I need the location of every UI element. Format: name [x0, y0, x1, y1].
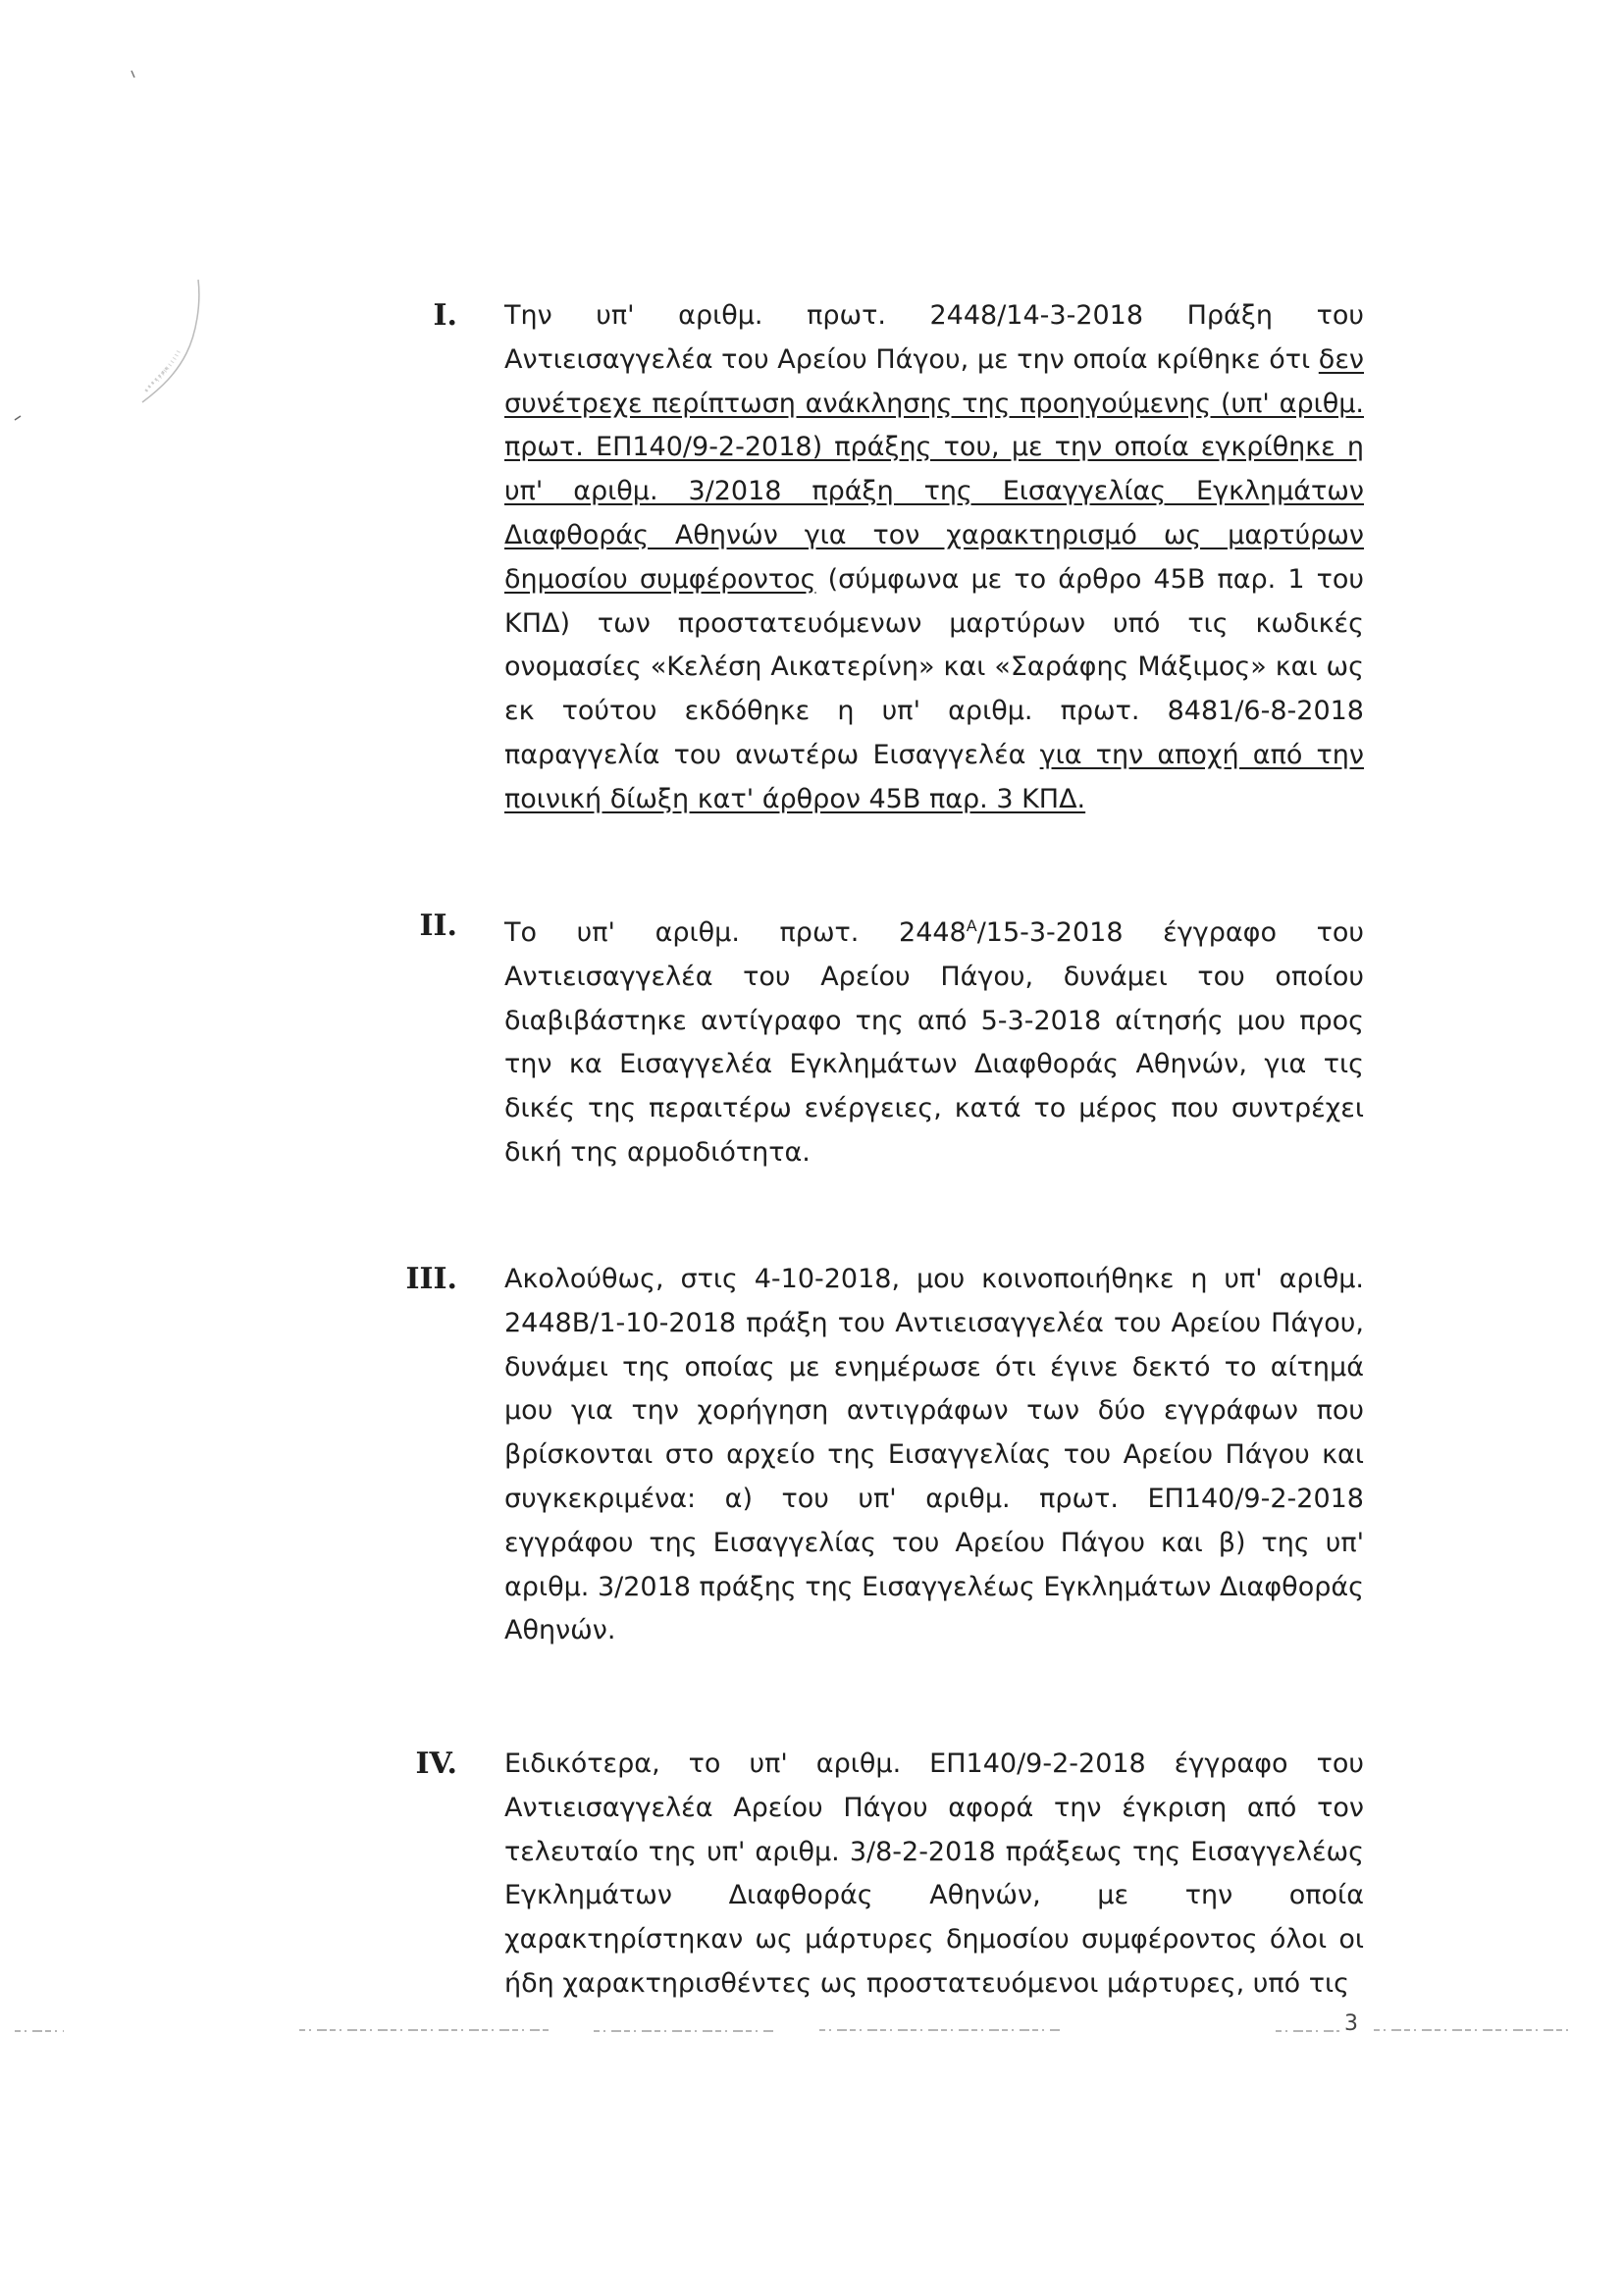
text-segment: (σύμφωνα με το άρθρο 45Β παρ. 1 του ΚΠΔ) των προστατευόμενων μαρτύρων υπό τις κωδικές ονομασίες «Κελέση Αικατερίνη» και «Σαράφης Μάξιμος» και ως εκ τούτου εκδόθηκε η υπ' αριθμ. πρωτ. 8481/6-8-2018 παραγγελία του ανωτέρω Εισαγγελέα — [504, 563, 1365, 770]
list-item-2 — [420, 905, 1364, 1175]
list-item-1 — [420, 294, 1364, 822]
item-numeral: II. — [419, 909, 457, 943]
item-text — [504, 1743, 1364, 2007]
list-item-3 — [405, 1258, 1364, 1653]
scan-speck-left — [12, 412, 27, 428]
item-text — [504, 1258, 1364, 1653]
superscript: Α — [966, 916, 977, 935]
item-numeral: IV. — [415, 1747, 457, 1781]
footer-scan-noise — [0, 2024, 1623, 2038]
page-number: 3 — [1344, 2011, 1358, 2036]
underlined-segment: για την αποχή από την ποινική δίωξη κατ' άρθρον 45Β παρ. 3 ΚΠΔ. — [504, 739, 1365, 814]
item-numeral: III. — [405, 1262, 457, 1296]
underlined-segment: δεν συνέτρεχε περίπτωση ανάκλησης της προηγούμενης (υπ' αριθμ. πρωτ. ΕΠ140/9-2-2018) πράξης του, με την οποία εγκρίθηκε η υπ' αριθμ. 3/2018 πράξη της Εισαγγελίας Εγκλημάτων Διαφθοράς Αθηνών για τον χαρακτηρισμό ως μαρτύρων δημοσίου συμφέροντος — [504, 343, 1364, 595]
item-numeral: I. — [433, 298, 457, 333]
text-segment: /15-3-2018 έγγραφο του Αντιεισαγγελέα του Αρείου Πάγου, δυνάμει του οποίου διαβιβάστηκε αντίγραφο της από 5-3-2018 αίτησής μου προς την κα Εισαγγελέα Εγκλημάτων Διαφθοράς Αθηνών, για τις δικές της περαιτέρω ενέργειες, κατά το μέρος που συντρέχει δική της αρμοδιότητα. — [504, 917, 1364, 1168]
item-text — [504, 905, 1364, 1175]
scan-smudge-left — [108, 275, 216, 412]
text-segment: Την υπ' αριθμ. πρωτ. 2448/14-3-2018 Πράξη του Αντιεισαγγελέα του Αρείου Πάγου, με την οποία κρίθηκε ότι — [504, 300, 1364, 375]
text-segment: Το υπ' αριθμ. πρωτ. 2448 — [504, 917, 967, 948]
scan-speck-top — [128, 69, 147, 88]
text-segment: Ακολούθως, στις 4-10-2018, μου κοινοποιήθηκε η υπ' αριθμ. 2448Β/1-10-2018 πράξη του Αντιεισαγγελέα του Αρείου Πάγου, δυνάμει της οποίας με ενημέρωσε ότι έγινε δεκτό το αίτημά μου για την χορήγηση αντιγράφων των δύο εγγράφων που βρίσκονται στο αρχείο της Εισαγγελίας του Αρείου Πάγου και συγκεκριμένα: α) του υπ' αριθμ. πρωτ. ΕΠ140/9-2-2018 εγγράφου της Εισαγγελίας του Αρείου Πάγου και β) της υπ' αριθμ. 3/2018 πράξης της Εισαγγελέως Εγκλημάτων Διαφθοράς Αθηνών. — [504, 1264, 1364, 1646]
list-item-4 — [415, 1743, 1364, 2007]
text-segment: Ειδικότερα, το υπ' αριθμ. ΕΠ140/9-2-2018 έγγραφο του Αντιεισαγγελέα Αρείου Πάγου αφορά την έγκριση από τον τελευταίο της υπ' αριθμ. 3/8-2-2018 πράξεως της Εισαγγελέως Εγκλημάτων Διαφθοράς Αθηνών, με την οποία χαρακτηρίστηκαν ως μάρτυρες δημοσίου συμφέροντος όλοι οι ήδη χαρακτηρισθέντες ως προστατευόμενοι μάρτυρες, υπό τις — [504, 1748, 1364, 1999]
item-text — [504, 294, 1364, 822]
